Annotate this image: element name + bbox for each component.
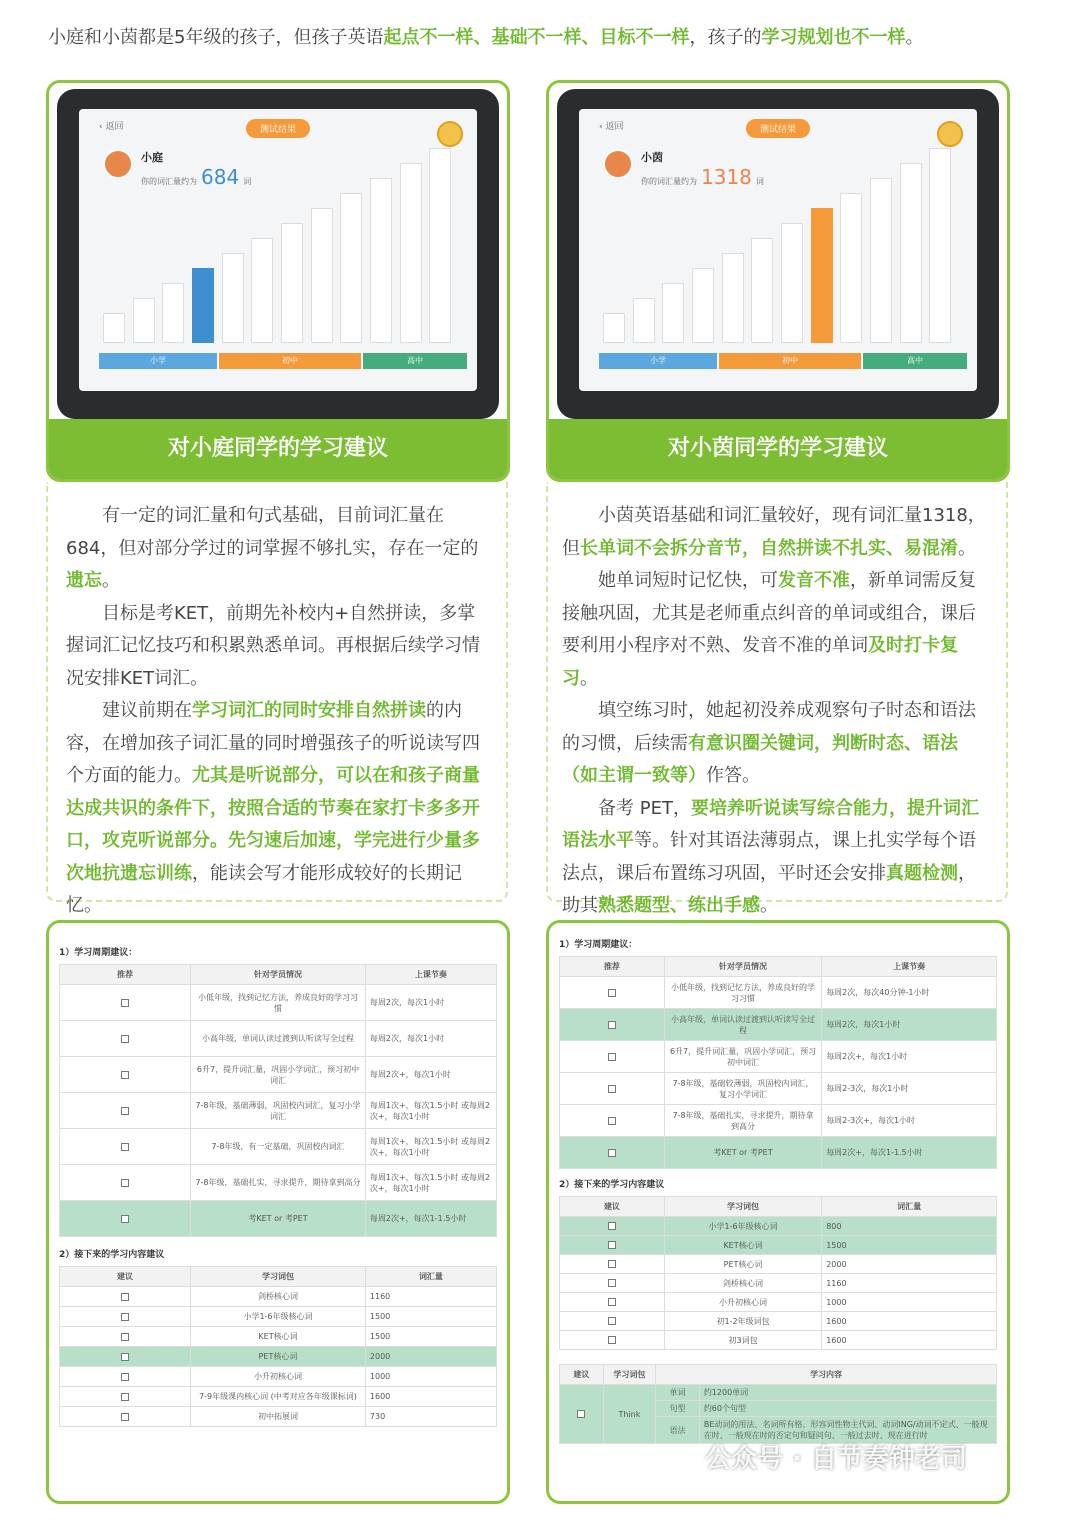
- table-cell: 剑桥核心词: [191, 1287, 366, 1307]
- advice-paragraph: [562, 565, 992, 695]
- checkbox-cell[interactable]: [60, 1201, 191, 1237]
- table-cell: 考KET or 考PET: [664, 1137, 821, 1169]
- checkbox-cell[interactable]: [560, 1274, 665, 1293]
- paragraph-text: 小茵英语基础和词汇量较好，现有词汇量1318，但: [562, 505, 986, 559]
- table-row: [560, 1255, 997, 1274]
- paragraph-text: 。: [580, 667, 598, 689]
- table-row: [560, 1137, 997, 1169]
- table-cell: 每周2次，每次40分钟-1小时: [822, 977, 997, 1009]
- level-bar: [751, 238, 773, 343]
- tablet-screen: [79, 109, 477, 391]
- vocab-level-bars: [101, 133, 457, 343]
- checkbox-cell[interactable]: [60, 1129, 191, 1165]
- highlight-text: 真题检测: [886, 862, 958, 884]
- table-cell: 6升7，提升词汇量，巩固小学词汇，预习初中词汇: [664, 1041, 821, 1073]
- table-row: [60, 1057, 497, 1093]
- study-cycle-table: [59, 964, 497, 1237]
- checkbox[interactable]: [608, 1336, 616, 1344]
- checkbox-cell[interactable]: [60, 985, 191, 1021]
- level-bar: [162, 283, 184, 343]
- table-row: [60, 1407, 497, 1427]
- highlight-text: 长单词不会拆分音节，自然拼读不扎实、易混淆: [580, 537, 958, 559]
- checkbox-cell[interactable]: [60, 1367, 191, 1387]
- checkbox[interactable]: [121, 1393, 129, 1401]
- table-cell: 每周2次+，每次1小时: [365, 1057, 496, 1093]
- table-cell: 1500: [365, 1327, 496, 1347]
- paragraph-text: 等。针对其语法薄弱点，课上扎实学每个语法点，课后布置练习巩固，平时还会安排: [562, 830, 976, 884]
- checkbox-cell[interactable]: [560, 1217, 665, 1236]
- think-content-table: [559, 1364, 997, 1444]
- paragraph-text: 作答。: [706, 765, 760, 786]
- level-bar: [251, 238, 273, 343]
- checkbox[interactable]: [121, 1215, 129, 1223]
- left-advice-text: [66, 500, 490, 923]
- checkbox[interactable]: [121, 1333, 129, 1341]
- doc-section-title: 2）接下来的学习内容建议: [59, 1250, 165, 1260]
- checkbox-cell[interactable]: [560, 1293, 665, 1312]
- table-row: [560, 1312, 997, 1331]
- checkbox[interactable]: [608, 1241, 616, 1249]
- band-middle: 初中: [719, 353, 861, 369]
- paragraph-text: 填空练习时，她起初没养成观察句子时态和语法的习惯，后续需: [562, 700, 976, 754]
- level-bar: [870, 178, 892, 343]
- table-cell: 1160: [822, 1274, 997, 1293]
- advice-heading: 对小庭同学的学习建议: [49, 419, 507, 479]
- level-bar: [370, 178, 392, 343]
- level-bar: [633, 298, 655, 343]
- table-cell: 1000: [822, 1293, 997, 1312]
- table-cell: 7-8年级，基础扎实，寻求提升，期待拿到高分: [191, 1165, 366, 1201]
- table-cell: 小低年级，找到记忆方法，养成良好的学习习惯: [664, 977, 821, 1009]
- level-bar: [900, 163, 922, 343]
- checkbox[interactable]: [121, 1035, 129, 1043]
- table-cell: 考KET or 考PET: [191, 1201, 366, 1237]
- table-cell: 初中拓展词: [191, 1407, 366, 1427]
- table-cell: 1500: [822, 1236, 997, 1255]
- table-row: [560, 1041, 997, 1073]
- highlight-text: 有意识圈关键词，判断时态、语法（如主谓一致等）: [562, 732, 958, 786]
- content-value: 约1200单词: [699, 1385, 996, 1401]
- checkbox-cell[interactable]: [560, 1312, 665, 1331]
- checkbox[interactable]: [608, 1279, 616, 1287]
- intro-highlight: 学习规划也不一样: [761, 27, 906, 48]
- table-row: [560, 1236, 997, 1255]
- paragraph-text: ，助其: [562, 862, 976, 916]
- table-cell: 剑桥核心词: [664, 1274, 821, 1293]
- col-header: 学习词包: [191, 1267, 366, 1287]
- table-cell: 每周1次+，每次1.5小时 或每周2次+，每次1小时: [365, 1165, 496, 1201]
- level-bar: [281, 223, 303, 343]
- table-cell: 初3词包: [664, 1331, 821, 1350]
- checkbox-cell[interactable]: [560, 1009, 665, 1041]
- test-result-tab[interactable]: 测试结果: [746, 119, 810, 138]
- intro-highlight: 起点不一样、基础不一样、目标不一样: [383, 27, 690, 48]
- vocab-readout: 你的词汇量约为 684 词: [141, 165, 252, 189]
- table-cell: KET核心词: [191, 1327, 366, 1347]
- level-bar: [692, 268, 714, 343]
- table-row: [60, 1347, 497, 1367]
- col-header: 词汇量: [822, 1197, 997, 1217]
- checkbox[interactable]: [608, 1260, 616, 1268]
- advice-heading: 对小茵同学的学习建议: [549, 419, 1007, 479]
- right-advice-text: [562, 500, 992, 923]
- table-row: [60, 1165, 497, 1201]
- table-cell: 每周2-3次，每次1小时: [822, 1073, 997, 1105]
- back-button[interactable]: ‹ 返回: [99, 122, 124, 132]
- level-bar: [133, 298, 155, 343]
- advice-paragraph: [66, 598, 490, 696]
- table-cell: 每周2次+，每次1-1.5小时: [365, 1201, 496, 1237]
- table-row: [560, 977, 997, 1009]
- checkbox-cell[interactable]: [60, 1093, 191, 1129]
- checkbox[interactable]: [121, 1107, 129, 1115]
- col-header: 建议: [560, 1365, 604, 1385]
- table-cell: 每周2次，每次1小时: [822, 1009, 997, 1041]
- table-row: [60, 1327, 497, 1347]
- tablet-screen: [579, 109, 977, 391]
- checkbox[interactable]: [608, 1222, 616, 1230]
- paragraph-text: 。: [760, 895, 778, 916]
- col-header: 针对学员情况: [664, 957, 821, 977]
- col-header: 建议: [560, 1197, 665, 1217]
- watermark: 公众号 · 自节奏钟老司: [705, 1444, 967, 1474]
- student-name: 小庭: [141, 151, 163, 164]
- table-cell: 1000: [365, 1367, 496, 1387]
- table-cell: 小升初核心词: [191, 1367, 366, 1387]
- col-header: 学习词包: [603, 1365, 655, 1385]
- tablet-frame: [557, 89, 999, 419]
- col-header: 上课节奏: [365, 965, 496, 985]
- checkbox-cell[interactable]: [560, 1137, 665, 1169]
- checkbox[interactable]: [121, 1413, 129, 1421]
- advice-paragraph: [562, 500, 992, 565]
- checkbox[interactable]: [608, 1117, 616, 1125]
- table-cell: 小低年级，找到记忆方法，养成良好的学习习惯: [191, 985, 366, 1021]
- checkbox-cell[interactable]: [60, 1287, 191, 1307]
- col-header: 学习词包: [664, 1197, 821, 1217]
- advice-paragraph: [562, 793, 992, 923]
- band-primary: 小学: [99, 353, 217, 369]
- level-bar: [429, 148, 451, 343]
- checkbox[interactable]: [121, 1071, 129, 1079]
- checkbox[interactable]: [608, 1021, 616, 1029]
- paragraph-text: 她单词短时记忆快，可: [598, 570, 778, 591]
- table-row: [560, 1073, 997, 1105]
- checkbox[interactable]: [121, 1353, 129, 1361]
- table-cell: 1600: [822, 1312, 997, 1331]
- pack-name: Think: [603, 1385, 655, 1444]
- checkbox-cell[interactable]: [60, 1021, 191, 1057]
- table-cell: 每周1次+，每次1.5小时 或每周2次+，每次1小时: [365, 1129, 496, 1165]
- table-row: [560, 1274, 997, 1293]
- table-row: [60, 1387, 497, 1407]
- table-row: [60, 1287, 497, 1307]
- highlight-text: 遗忘: [66, 570, 102, 591]
- checkbox[interactable]: [608, 1298, 616, 1306]
- table-cell: 6升7，提升词汇量，巩固小学词汇，预习初中词汇: [191, 1057, 366, 1093]
- checkbox-cell[interactable]: [560, 1073, 665, 1105]
- level-bar: [840, 193, 862, 343]
- col-header: 推荐: [560, 957, 665, 977]
- paragraph-text: 的内容，在增加孩子词汇量的同时增强孩子的听说读写四个方面的能力。: [66, 700, 480, 786]
- word-pack-table: [559, 1196, 997, 1350]
- paragraph-text: 建议前期在: [102, 700, 192, 721]
- checkbox-cell[interactable]: [60, 1347, 191, 1367]
- table-cell: 每周2次，每次1小时: [365, 985, 496, 1021]
- test-result-tab[interactable]: 测试结果: [246, 119, 310, 138]
- vocab-level-bars: [601, 133, 957, 343]
- band-middle: 初中: [219, 353, 361, 369]
- checkbox[interactable]: [608, 1317, 616, 1325]
- advice-paragraph: [66, 695, 490, 923]
- band-high: 高中: [363, 353, 467, 369]
- table-cell: 每周2-3次+，每次1小时: [822, 1105, 997, 1137]
- table-row: [60, 1129, 497, 1165]
- checkbox-cell[interactable]: [60, 1057, 191, 1093]
- vocab-readout: 你的词汇量约为 1318 词: [641, 165, 764, 189]
- table-cell: 1600: [365, 1387, 496, 1407]
- table-cell: 1160: [365, 1287, 496, 1307]
- table-cell: 7-8年级，基础薄弱，巩固校内词汇，复习小学词汇: [191, 1093, 366, 1129]
- advice-paragraph: [66, 500, 490, 598]
- table-row: [60, 1367, 497, 1387]
- content-key: 语法: [656, 1417, 700, 1444]
- content-value: BE动词的用法、名词所有格、形容词性物主代词、动词ING/动词不定式、一般现在时、一般现在时的否定句和疑问句、一般过去时、现在进行时: [699, 1417, 996, 1444]
- intro-part: 小庭和小茵都是5年级的孩子，但孩子英语: [48, 27, 384, 48]
- checkbox[interactable]: [121, 1373, 129, 1381]
- level-bar: [311, 208, 333, 343]
- highlight-text: 学习词汇的同时安排自然拼读: [192, 700, 426, 721]
- checkbox-cell[interactable]: [560, 1105, 665, 1137]
- col-header: 学习内容: [656, 1365, 997, 1385]
- level-bar: [103, 313, 125, 343]
- checkbox-cell[interactable]: [560, 1236, 665, 1255]
- table-cell: 2000: [365, 1347, 496, 1367]
- doc-section-title: 1）学习周期建议：: [559, 940, 638, 950]
- checkbox[interactable]: [121, 1313, 129, 1321]
- table-cell: 初1-2年级词包: [664, 1312, 821, 1331]
- highlight-text: 要培养听说读写综合能力，提升词汇语法水平: [562, 797, 979, 851]
- paragraph-text: 。: [958, 537, 976, 559]
- table-row: [60, 1093, 497, 1129]
- content-key: 句型: [656, 1401, 700, 1417]
- table-row: [560, 1009, 997, 1041]
- level-bar: [222, 253, 244, 343]
- level-bar: [340, 193, 362, 343]
- checkbox-cell[interactable]: [60, 1307, 191, 1327]
- checkbox-cell[interactable]: [560, 1255, 665, 1274]
- content-key: 单词: [656, 1385, 700, 1401]
- table-cell: 2000: [822, 1255, 997, 1274]
- checkbox[interactable]: [121, 999, 129, 1007]
- paragraph-text: 有一定的词汇量和句式基础，目前词汇量在684，但对部分学过的词掌握不够扎实，存在一定的: [66, 505, 479, 559]
- paragraph-text: 。: [102, 570, 120, 591]
- table-cell: 小学1-6年级核心词: [191, 1307, 366, 1327]
- table-row: [560, 1293, 997, 1312]
- band-primary: 小学: [599, 353, 717, 369]
- level-bar: [722, 253, 744, 343]
- table-row: [560, 1217, 997, 1236]
- table-cell: 每周2次+，每次1小时: [822, 1041, 997, 1073]
- table-cell: 每周1次+，每次1.5小时 或每周2次+，每次1小时: [365, 1093, 496, 1129]
- col-header: 推荐: [60, 965, 191, 985]
- intro-text: [48, 22, 1048, 54]
- highlight-text: 尤其是听说部分，可以在和孩子商量达成共识的条件下，按照合适的节奏在家打卡多多开口，攻克听说部分。先匀速后加速，学完进行少量多次地抗遗忘训练: [66, 765, 480, 884]
- checkbox-cell[interactable]: [560, 1385, 604, 1444]
- paragraph-text: 备考 PET，: [598, 797, 691, 819]
- advice-paragraph: [562, 695, 992, 793]
- doc-section-title: 2）接下来的学习内容建议: [559, 1180, 665, 1190]
- checkbox-cell[interactable]: [560, 1331, 665, 1350]
- checkbox[interactable]: [121, 1293, 129, 1301]
- col-header: 建议: [60, 1267, 191, 1287]
- checkbox[interactable]: [121, 1143, 129, 1151]
- tablet-frame: [57, 89, 499, 419]
- table-cell: 小高年级，单词认读过渡到认听读写全过程: [191, 1021, 366, 1057]
- study-cycle-table: [559, 956, 997, 1169]
- band-high: 高中: [863, 353, 967, 369]
- table-cell: 7-8年级，有一定基础，巩固校内词汇: [191, 1129, 366, 1165]
- right-result-card: [546, 80, 1010, 482]
- table-cell: 730: [365, 1407, 496, 1427]
- checkbox-cell[interactable]: [560, 977, 665, 1009]
- table-cell: 1500: [365, 1307, 496, 1327]
- table-cell: 小学1-6年级核心词: [664, 1217, 821, 1236]
- highlight-text: 熟悉题型、练出手感: [598, 895, 760, 916]
- table-row: [60, 1021, 497, 1057]
- table-row: [60, 1307, 497, 1327]
- checkbox[interactable]: [608, 1053, 616, 1061]
- left-result-card: [46, 80, 510, 482]
- table-row: [60, 985, 497, 1021]
- right-plan-doc: [546, 920, 1010, 1504]
- intro-part: ，孩子的: [689, 27, 762, 48]
- level-bar: [811, 208, 833, 343]
- checkbox[interactable]: [608, 1085, 616, 1093]
- checkbox-cell[interactable]: [60, 1165, 191, 1201]
- level-bar: [781, 223, 803, 343]
- table-cell: 小高年级，单词认读过渡到认听读写全过程: [664, 1009, 821, 1041]
- left-advice-box: [46, 482, 508, 916]
- word-pack-table: [59, 1266, 497, 1427]
- student-name: 小茵: [641, 151, 663, 164]
- table-row: [560, 1331, 997, 1350]
- table-cell: 每周2次+，每次1-1.5小时: [822, 1137, 997, 1169]
- col-header: 针对学员情况: [191, 965, 366, 985]
- back-button[interactable]: ‹ 返回: [599, 122, 624, 132]
- table-cell: 7-8年级，基础较薄弱，巩固校内词汇，复习小学词汇: [664, 1073, 821, 1105]
- paragraph-text: 目标是考KET，前期先补校内+自然拼读，多掌握词汇记忆技巧和积累熟悉单词。再根据后续学习情况安排KET词汇。: [66, 602, 480, 689]
- checkbox-cell[interactable]: [560, 1041, 665, 1073]
- col-header: 词汇量: [365, 1267, 496, 1287]
- highlight-text: 及时打卡复习: [562, 635, 958, 689]
- checkbox-cell[interactable]: [60, 1407, 191, 1427]
- table-row: [60, 1201, 497, 1237]
- left-plan-doc: [46, 920, 510, 1504]
- level-bar: [192, 268, 214, 343]
- table-cell: 7-9年级课内核心词 (中考对应各年级课标词): [191, 1387, 366, 1407]
- table-cell: 800: [822, 1217, 997, 1236]
- checkbox[interactable]: [121, 1179, 129, 1187]
- level-bar: [929, 148, 951, 343]
- table-cell: 每周2次，每次1小时: [365, 1021, 496, 1057]
- paragraph-text: ，新单词需反复接触巩固，尤其是老师重点纠音的单词或组合，课后要利用小程序对不熟、发音不准的单词: [562, 570, 976, 656]
- paragraph-text: ，能读会写才能形成较好的长期记忆。: [66, 862, 462, 916]
- table-cell: PET核心词: [664, 1255, 821, 1274]
- level-bar: [603, 313, 625, 343]
- table-cell: KET核心词: [664, 1236, 821, 1255]
- table-row: [560, 1105, 997, 1137]
- checkbox[interactable]: [577, 1410, 585, 1418]
- level-bar: [400, 163, 422, 343]
- checkbox[interactable]: [608, 1149, 616, 1157]
- content-value: 约60个句型: [699, 1401, 996, 1417]
- checkbox[interactable]: [608, 989, 616, 997]
- table-cell: 1600: [822, 1331, 997, 1350]
- table-cell: 7-8年级，基础扎实，寻求提升，期待拿到高分: [664, 1105, 821, 1137]
- table-row: [560, 1385, 997, 1401]
- col-header: 上课节奏: [822, 957, 997, 977]
- level-bar: [662, 283, 684, 343]
- doc-section-title: 1）学习周期建议：: [59, 948, 138, 958]
- highlight-text: 发音不准: [778, 570, 850, 591]
- table-cell: PET核心词: [191, 1347, 366, 1367]
- intro-part: 。: [905, 27, 924, 48]
- checkbox-cell[interactable]: [60, 1327, 191, 1347]
- right-advice-box: [546, 482, 1008, 916]
- table-cell: 小升初核心词: [664, 1293, 821, 1312]
- checkbox-cell[interactable]: [60, 1387, 191, 1407]
